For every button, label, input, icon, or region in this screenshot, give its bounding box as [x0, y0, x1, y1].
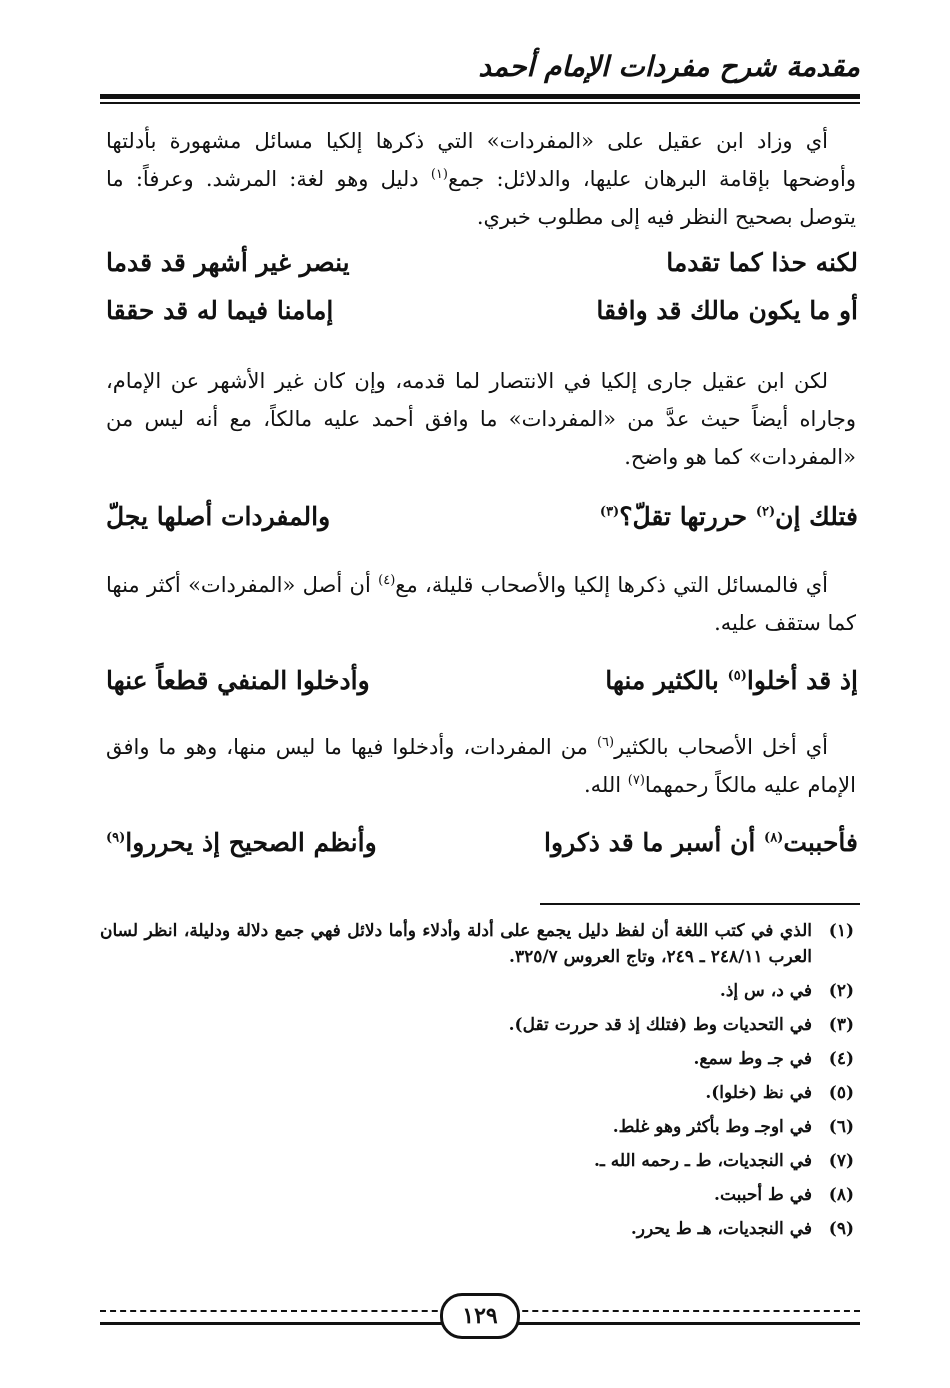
footnote-ref[interactable]: (٣) — [599, 504, 620, 520]
verse-second-hemistich: ينصر غير أشهر قد قدما — [106, 248, 350, 277]
verse-first-hemistich: فتلك إن$^{(٢)}$ حررتها تقلّ؟$^{(٣)}$ — [599, 502, 858, 531]
footnote-ref[interactable]: (٧) — [627, 773, 645, 788]
verse-line-2 — [106, 296, 858, 336]
verse-second-hemistich: والمفردات أصلها يجلّ — [106, 502, 331, 531]
running-header: مقدمة شرح مفردات الإمام أحمد — [478, 50, 860, 83]
footnote-text: في اوجـ وط بأكثر وهو غلط. — [612, 1117, 812, 1137]
commentary-paragraph-3: أي فالمسائل التي ذكرها إلكيا والأصحاب قليلة، مع$^{(٤)}$ أن أصل «المفردات» أكثر منها كما ستقف عليه. — [106, 573, 856, 635]
footnote-item — [100, 1148, 854, 1174]
verse-line-4 — [106, 666, 858, 706]
header-rule — [100, 94, 860, 99]
footnote-number: (٧) — [828, 1151, 854, 1171]
footnote-item — [100, 978, 854, 1004]
footnote-ref[interactable]: (٩) — [106, 830, 126, 846]
footnote-number: (٤) — [828, 1049, 854, 1069]
footnote-text: في النجديات، ط ـ رحمه الله ـ. — [593, 1151, 812, 1171]
footnote-item — [100, 1114, 854, 1140]
footnote-ref[interactable]: (٥) — [727, 668, 747, 684]
footnote-text: في جـ وط سمع. — [693, 1049, 812, 1069]
page-number: ١٢٩ — [440, 1293, 520, 1339]
footnote-separator — [540, 903, 860, 905]
verse-first-hemistich: أو ما يكون مالك قد وافقا — [596, 296, 858, 325]
verse-second-hemistich: إمامنا فيما له قد حققا — [106, 296, 334, 325]
footnote-text: في نظ (خلوا). — [705, 1083, 812, 1103]
verse-line-3 — [106, 502, 858, 542]
footnote-ref[interactable]: (٦) — [596, 735, 615, 750]
commentary-paragraph-2: لكن ابن عقيل جارى إلكيا في الانتصار لما قدمه، وإن كان غير الأشهر عن الإمام، وجاراه أيضاً حيث عدَّ من «المفردات» ما وافق أحمد عليه مالكاً، مع أنه ليس من «المفردات» كما هو واضح. — [106, 369, 856, 469]
footnote-number: (٦) — [828, 1117, 854, 1137]
footnote-text: الذي في كتب اللغة أن لفظ دليل يجمع على أدلة وأدلاء وأما دلائل فهي جمع دلالة ودليلة، انظر لسان العرب ٢٤٨/١١ ـ ٢٤٩، وتاج العروس ٣٢٥/٧. — [100, 921, 812, 967]
footnote-ref[interactable]: (٢) — [755, 504, 776, 520]
footnote-item — [100, 1046, 854, 1072]
header-rule-thin — [100, 102, 860, 104]
footnote-item — [100, 1182, 854, 1208]
footnote-number: (٢) — [828, 981, 854, 1001]
footnote-item — [100, 1080, 854, 1106]
verse-first-hemistich: فأحببت$^{(٨)}$ أن أسبر ما قد ذكروا — [544, 828, 858, 857]
verse-second-hemistich: وأدخلوا المنفي قطعاً عنها — [106, 666, 370, 695]
verse-line-1 — [106, 248, 858, 288]
verse-second-hemistich: وأنظم الصحيح إذ يحرروا$^{(٩)}$ — [106, 828, 377, 857]
footnotes — [100, 918, 854, 1250]
footnote-number: (٩) — [828, 1219, 854, 1239]
footnote-ref[interactable]: (١) — [430, 167, 448, 182]
footnote-item — [100, 918, 854, 970]
footnote-item — [100, 1216, 854, 1242]
footnote-number: (١) — [828, 921, 854, 941]
verse-first-hemistich: إذ قد أخلوا$^{(٥)}$ بالكثير منها — [605, 666, 858, 695]
footnote-ref[interactable]: (٤) — [378, 573, 396, 588]
footnote-item — [100, 1012, 854, 1038]
footnote-number: (٨) — [828, 1185, 854, 1205]
footnote-number: (٣) — [828, 1015, 854, 1035]
commentary-paragraph-4: أي أخل الأصحاب بالكثير$^{(٦)}$ من المفردات، وأدخلوا فيها ما ليس منها، وهو ما وافق الإمام عليه مالكاً رحمهما$^{(٧)}$ الله. — [106, 735, 856, 797]
footnote-text: في د، س إذ. — [719, 981, 812, 1001]
footnote-text: في التحديات وط (فتلك إذ قد حررت تقل). — [508, 1015, 812, 1035]
footnote-number: (٥) — [828, 1083, 854, 1103]
footnote-text: في ط أحببت. — [714, 1185, 812, 1205]
verse-first-hemistich: لكنه حذا كما تقدما — [666, 248, 858, 277]
book-page — [100, 0, 860, 1388]
verse-line-5 — [106, 828, 858, 868]
commentary-paragraph-1: أي وزاد ابن عقيل على «المفردات» التي ذكرها إلكيا مسائل مشهورة بأدلتها وأوضحها بإقامة البرهان عليها، والدلائل: جمع$^{(١)}$ دليل وهو لغة: المرشد. وعرفاً: ما يتوصل بصحيح النظر فيه إلى مطلوب خبري. — [106, 129, 856, 229]
footnote-text: في النجديات، هـ ط يحرر. — [630, 1219, 812, 1239]
footnote-ref[interactable]: (٨) — [764, 830, 784, 846]
